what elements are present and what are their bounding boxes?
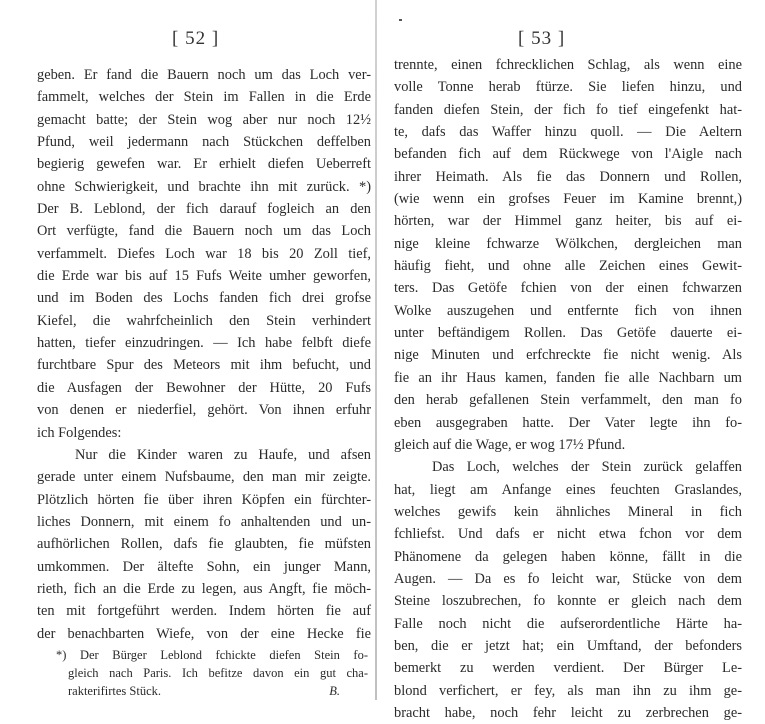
text-line: die Erde war bis auf 15 Fufs Weite umher geworfen, [37,268,371,285]
text-line: furchtbare Spur des Meteors mit ihm befucht, und [37,357,371,374]
text-line: ters. Das Getöfe fchien von der einen fchwarzen [394,280,742,297]
footnote-line: *) Der Bürger Leblond fchickte diefen Stein fo- [56,648,368,662]
text-line: der benachbarten Wiefe, von der eine Hecke fie [37,625,371,642]
text-line: welches gewifs kein ähnliches Mineral in fich [394,503,742,520]
text-line: bemerkt zu werden verdient. Der Bürger Le- [394,660,742,677]
print-speck [399,19,402,21]
text-line: verfammelt. Diefes Loch war 18 bis 20 Zoll tief, [37,245,371,262]
text-line: ohne Schwierigkeit, und brachte ihn mit zurück. *) [37,178,371,195]
text-line: te, dafs das Waffer hinzu quoll. — Die Aeltern [394,124,742,141]
text-line: Kiefel, die wahrfcheinlich den Stein verhindert [37,312,371,329]
text-line: Ort verfügte, fand die Bauern noch um das Loch [37,223,371,240]
text-line: (wie wenn ein grofses Feuer im Kamine brennt,) [394,191,742,208]
text-line: Plötzlich hörten fie über ihren Köpfen ein fürchter- [37,491,371,508]
text-line: von denen er niederfiel, gehört. Von ihnen erfuhr [37,402,371,419]
left-page [0,0,376,700]
text-line: gleich auf die Wage, er wog 17½ Pfund. [394,436,626,453]
right-page-body [394,54,742,724]
page-number-right: [ 53 ] [518,28,566,49]
text-line: aufhörlichen Rollen, dafs fie glaubten, fie müfsten [37,536,371,553]
text-line: Der B. Leblond, der fich darauf fogleich an den [37,201,371,218]
text-line: befanden fich auf dem Rückwege von l'Aigle nach [394,146,742,163]
page-number-left: [ 52 ] [172,28,220,49]
text-line: fie an ihr Haus kamen, fanden fie alle Nachbarn um [394,369,742,386]
paragraph-start-line: Das Loch, welches der Stein zurück gelaffen [432,459,742,476]
text-line: nige kleine fchwarze Wölkchen, dergleichen man [394,235,742,252]
footnote [56,646,368,700]
text-line: volle Tonne herab ftürze. Sie liefen hinzu, und [394,79,742,96]
text-line: fchliefst. Und dafs er nicht etwa fchon vor dem [394,526,742,543]
text-line: geben. Er fand die Bauern noch um das Loch ver- [37,67,371,83]
text-line: hat, liegt am Anfange eines feuchten Graslandes, [394,481,742,498]
text-line: bracht habe, noch fehr leicht zu zerbrechen ge- [394,704,742,721]
text-line: Augen. — Da es fo leicht war, Stücke von dem [394,570,742,587]
paragraph-start-line: Nur die Kinder waren zu Haufe, und afsen [75,446,371,463]
footnote-line: gleich nach Paris. Ich befitze davon ein gut cha- [68,666,368,680]
text-line: nige Minuten und erfchreckte fie nicht wenig. Als [394,347,742,364]
text-line: ich Folgendes: [37,424,122,441]
text-line: Steine loszubrechen, fo konnte er gleich nach dem [394,593,742,610]
text-line: fanden diefen Stein, der fich fo tief eingefenkt hat- [394,101,742,118]
text-line: Wolke auszugehen und entfernte fich von ihnen [394,302,742,319]
text-line: eben ausgegraben hatte. Der Vater legte ihn fo- [394,414,742,431]
text-line: rieth, fich an die Erde zu legen, aus Angft, fie möch- [37,580,371,597]
text-line: häufig fieht, und ohne alle Zeichen eines Gewit- [394,258,742,275]
text-line: ben, die er jetzt hat; ein Umftand, der befonders [394,637,742,654]
text-line: ihrer Heimath. Als fie das Donnern und Rollen, [394,168,742,185]
text-line: fammelt, welches der Stein im Fallen in die Erde [37,89,371,106]
text-line: unter beftändigem Rollen. Das Getöfe dauerte ei- [394,325,742,342]
text-line: Phänomene da gelegen haben könne, fällt in die [394,548,742,565]
text-line: gerade unter einem Nufsbaume, den man mir zeigte. [37,469,371,486]
text-line: hörten, war der Himmel ganz heiter, bis auf ei- [394,213,742,230]
right-page [378,0,765,721]
book-gutter [375,0,377,700]
text-line: ten mit fortgeführt werden. Indem hörten fie auf [37,603,371,620]
text-line: blond verfichert, er fey, als man ihn zu ihm ge- [394,682,742,699]
text-line: begierig gewefen war. Er erhielt diefen Ueberreft [37,156,371,173]
text-line: Falle noch nicht die aufserordentliche Härte ha- [394,615,742,632]
text-line: trennte, einen fchrecklichen Schlag, als wenn eine [394,57,742,73]
text-line: Pfund, weil jedermann nach Stückchen deffelben [37,134,371,151]
text-line: und im Boden des Lochs fanden fich drei grofse [37,290,371,307]
text-line: die Ausfagen der Bewohner der Hütte, 20 Fufs [37,379,371,396]
text-line: gemacht batte; der Stein wog aber nur noch 12½ [37,111,371,128]
text-line: liches Donnern, mit einem fo anhaltenden und un- [37,513,371,530]
text-line: den herab gefallenen Stein verfammelt, den man fo [394,392,742,409]
left-page-body [37,64,371,645]
footnote-signature: B. [329,684,340,698]
text-line: umkommen. Der ältefte Sohn, ein junger Mann, [37,558,371,575]
text-line: hatten, tiefer einzudringen. — Ich habe felbft diefe [37,335,371,352]
footnote-line: rakterifirtes Stück. [68,684,162,698]
